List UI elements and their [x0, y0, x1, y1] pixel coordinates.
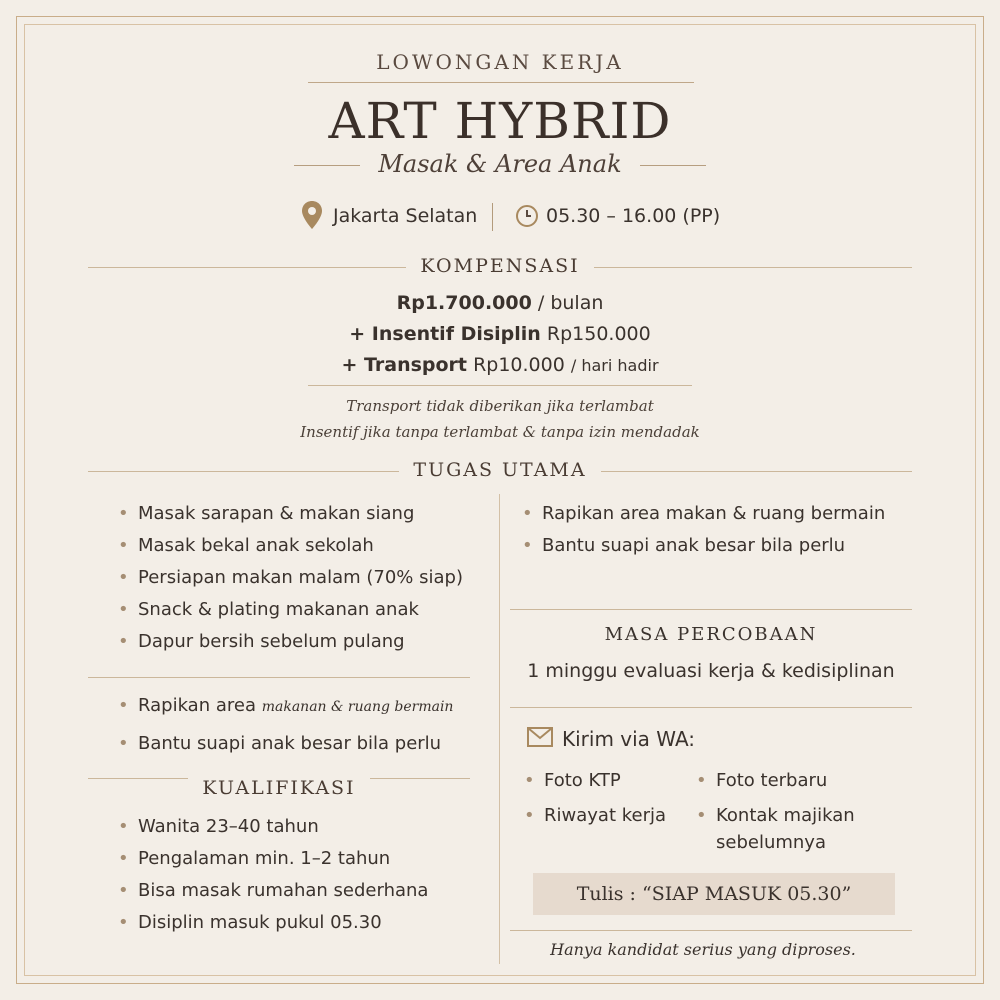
list-item: • Kontak majikan [696, 800, 855, 832]
incentive-note: Insentif jika tanpa terlambat & tanpa izin mendadak [300, 423, 700, 441]
section-heading-kompensasi: KOMPENSASI [406, 255, 593, 277]
list-item [118, 690, 453, 722]
list-item: • Masak bekal anak sekolah [118, 530, 463, 562]
divider [510, 930, 912, 931]
list-item-prefix: Rapikan area [138, 695, 256, 716]
tugas-list-left [118, 498, 463, 658]
list-item: • Dapur bersih sebelum pulang [118, 626, 463, 658]
incentive-line [0, 323, 1000, 345]
masa-percobaan-text: 1 minggu evaluasi kerja & kedisiplinan [527, 660, 895, 682]
column-divider [499, 494, 500, 964]
list-item-continuation: sebelumnya [716, 832, 826, 853]
list-item: • Foto terbaru [696, 765, 855, 797]
list-item: • Bantu suapi anak besar bila perlu [118, 728, 453, 760]
list-item: • Bisa masak rumahan sederhana [118, 875, 428, 907]
kirim-list-col2 [696, 765, 855, 832]
tugas-list-right [522, 498, 885, 562]
section-heading-tugas: TUGAS UTAMA [399, 459, 600, 481]
salary-amount: Rp1.700.000 [396, 292, 532, 314]
divider [492, 203, 493, 231]
kirim-heading: Kirim via WA: [562, 727, 696, 751]
transport-line [0, 354, 1000, 376]
kualifikasi-list [118, 811, 428, 939]
list-item: • Pengalaman min. 1–2 tahun [118, 843, 428, 875]
list-item: • Bantu suapi anak besar bila perlu [522, 530, 885, 562]
work-hours-text: 05.30 – 16.00 (PP) [546, 205, 721, 227]
page-subtitle: Masak & Area Anak [378, 150, 622, 178]
list-item: • Wanita 23–40 tahun [118, 811, 428, 843]
kirim-list-col1 [524, 765, 666, 832]
incentive-amount: Rp150.000 [546, 323, 651, 345]
list-item: • Masak sarapan & makan siang [118, 498, 463, 530]
list-item-suffix: makanan & ruang bermain [261, 699, 454, 715]
transport-label: + Transport [341, 354, 468, 376]
divider [510, 707, 912, 708]
section-heading-masa-percobaan: MASA PERCOBAAN [604, 624, 818, 645]
tugas-list-left-extra [118, 690, 453, 760]
transport-amount: Rp10.000 [473, 354, 565, 376]
clock-icon [515, 204, 539, 228]
list-item: • Riwayat kerja [524, 800, 666, 832]
list-item: • Rapikan area makan & ruang bermain [522, 498, 885, 530]
tulis-instruction-box [533, 873, 895, 915]
divider [88, 677, 470, 678]
map-pin-icon [300, 200, 324, 230]
page-title: ART HYBRID [328, 92, 672, 150]
incentive-label: + Insentif Disiplin [349, 323, 541, 345]
divider [510, 609, 912, 610]
location-text: Jakarta Selatan [333, 205, 478, 227]
tulis-instruction: Tulis : “SIAP MASUK 05.30” [576, 883, 852, 905]
eyebrow-title: LOWONGAN KERJA [376, 50, 624, 74]
list-item: • Snack & plating makanan anak [118, 594, 463, 626]
footer-note: Hanya kandidat serius yang diproses. [550, 940, 856, 959]
salary-line [0, 292, 1000, 314]
salary-unit: / bulan [537, 292, 604, 314]
list-item: • Persiapan makan malam (70% siap) [118, 562, 463, 594]
divider [308, 385, 692, 386]
section-heading-kualifikasi: KUALIFIKASI [188, 777, 369, 799]
divider [308, 82, 694, 83]
transport-unit: / hari hadir [570, 356, 659, 375]
transport-note: Transport tidak diberikan jika terlambat [346, 397, 654, 415]
envelope-icon [527, 727, 553, 747]
list-item: • Foto KTP [524, 765, 666, 797]
list-item: • Disiplin masuk pukul 05.30 [118, 907, 428, 939]
